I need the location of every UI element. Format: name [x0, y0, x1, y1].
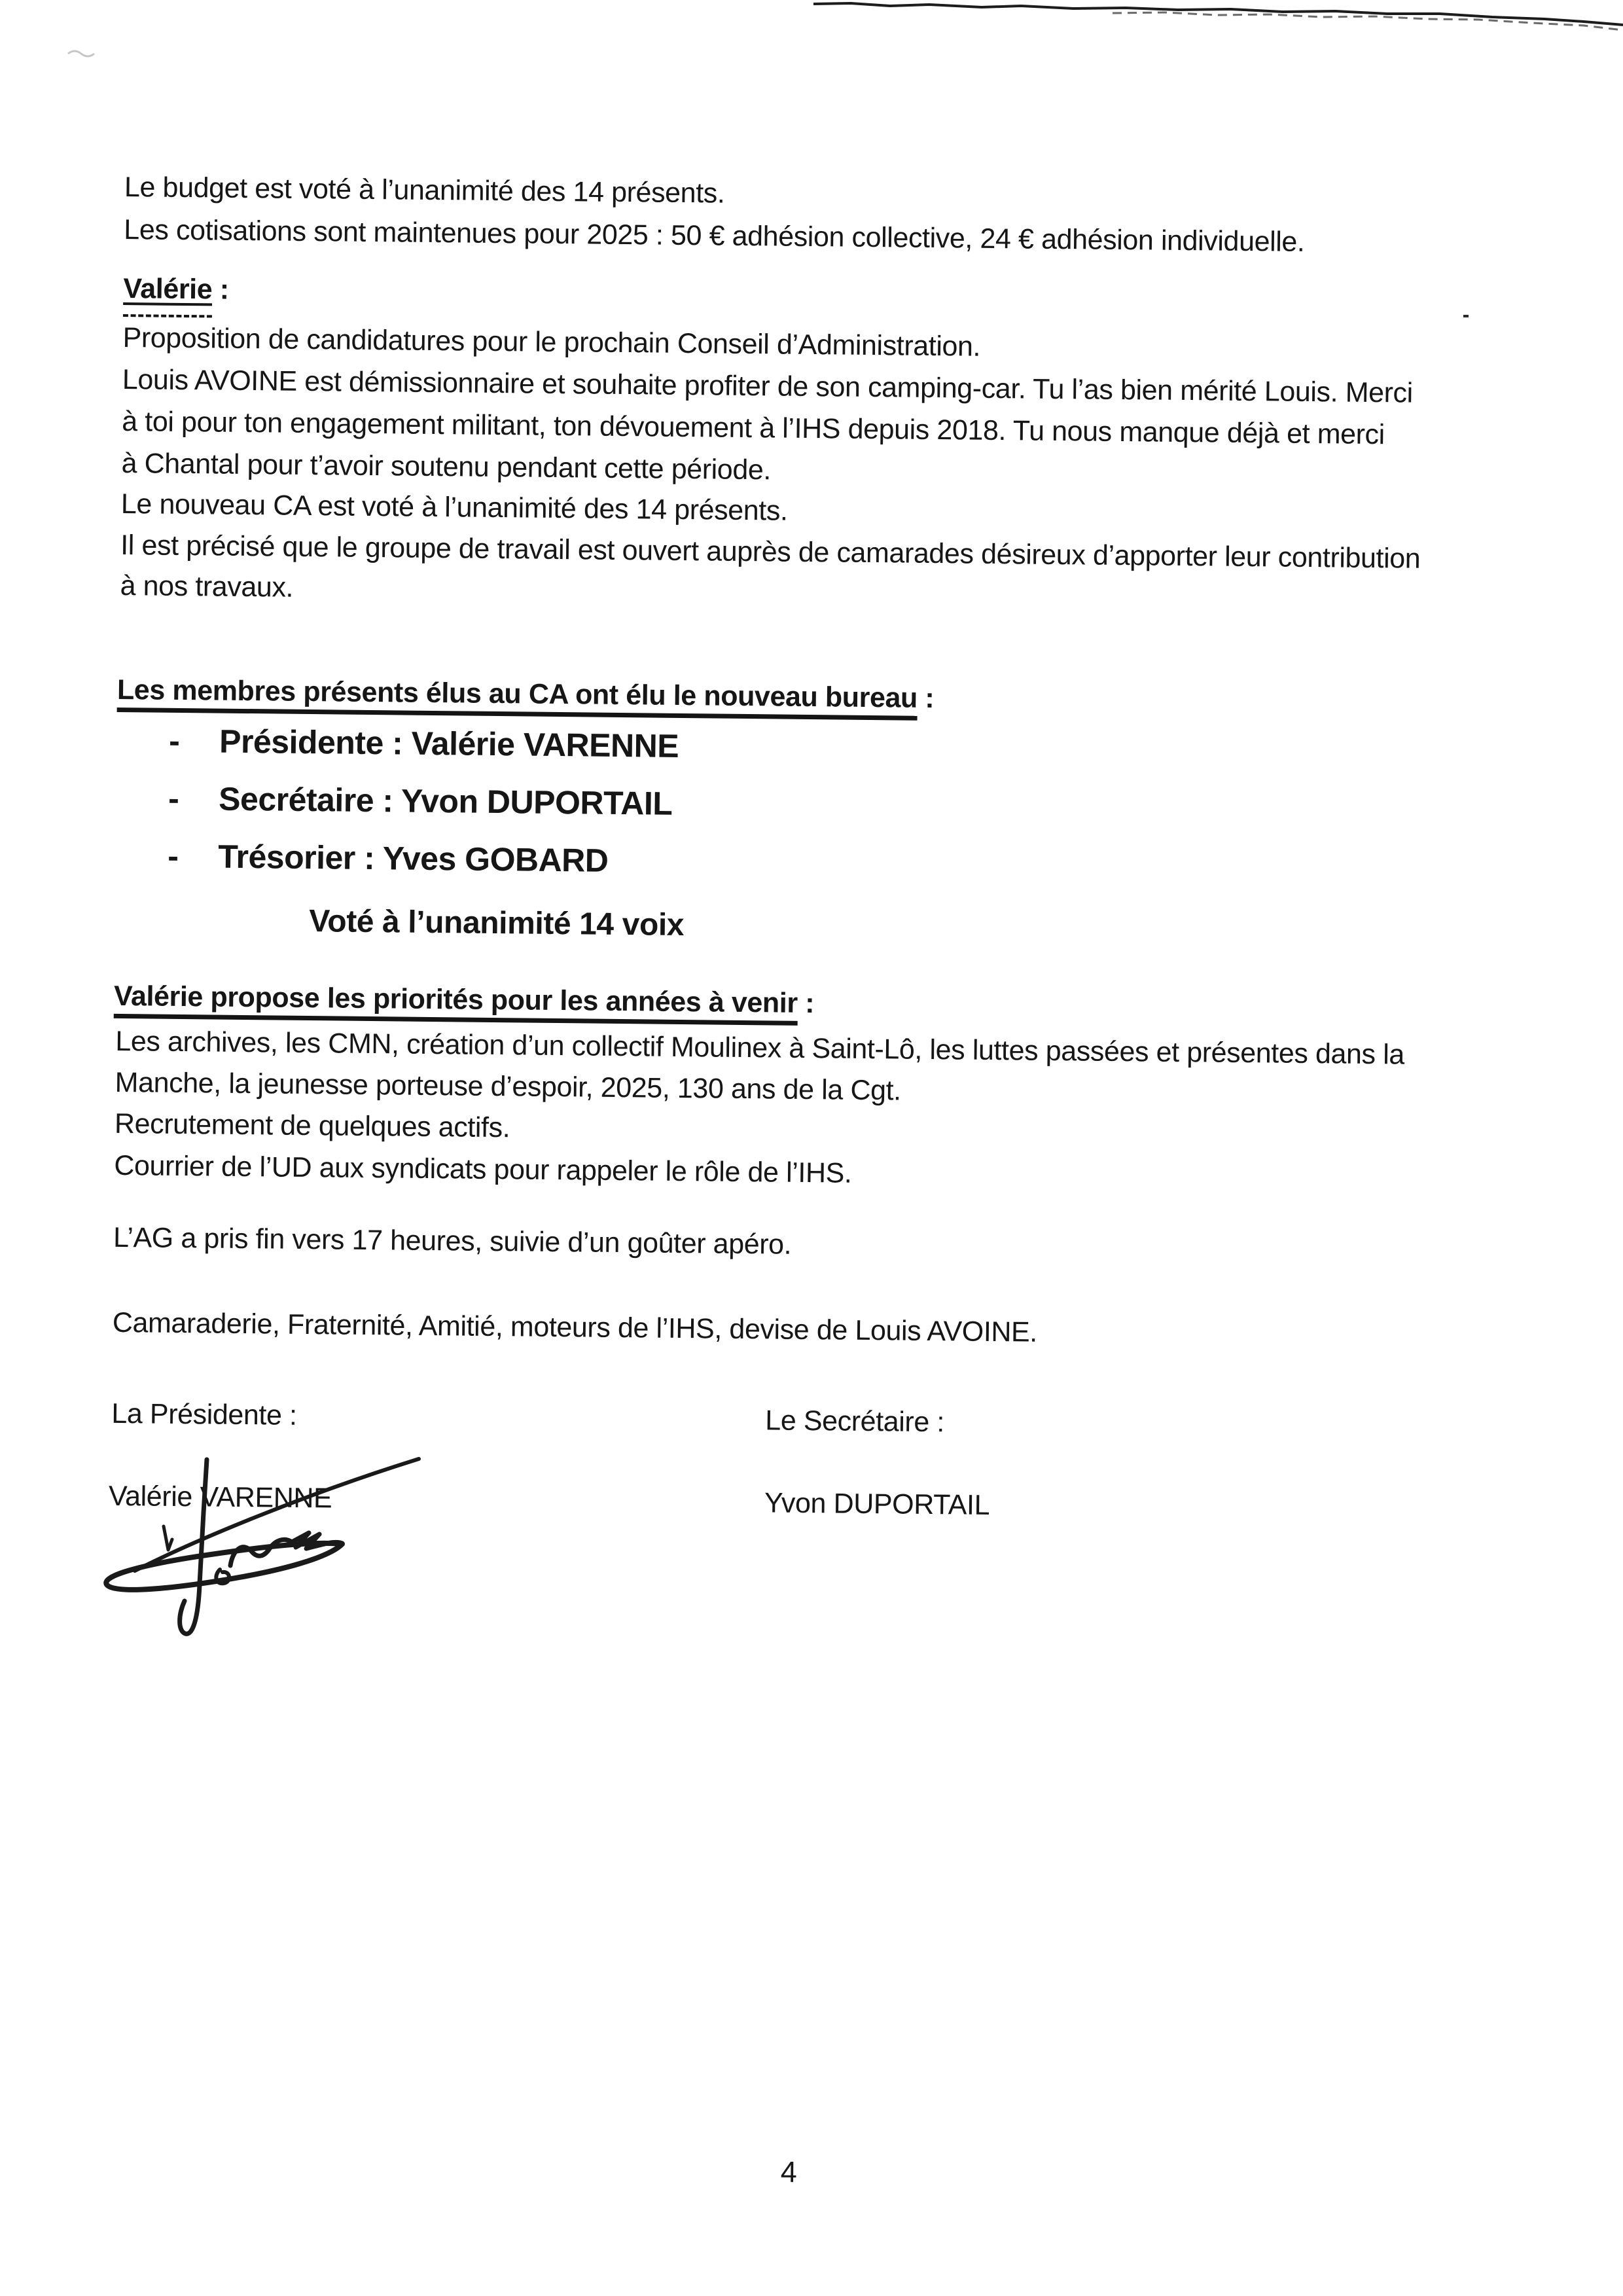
paragraph-line: à nos travaux. — [120, 569, 294, 603]
paragraph-line: à toi pour ton engagement militant, ton dévouement à l’IHS depuis 2018. Tu nous manque déjà et merci — [122, 405, 1385, 451]
paragraph-line: Il est précisé que le groupe de travail est ouvert auprès de camarades désireux d’apporter leur contribution — [120, 529, 1421, 575]
president-name: Valérie VARENNE — [108, 1480, 332, 1515]
priorities-line: Manche, la jeunesse porteuse d’espoir, 2025, 130 ans de la Cgt. — [115, 1066, 901, 1107]
priorities-heading-colon: : — [797, 987, 815, 1020]
page-number: 4 — [780, 2155, 798, 2189]
bullet-dash: - — [168, 837, 179, 874]
section-heading-valerie-colon: : — [212, 274, 229, 306]
bureau-heading-underlined: Les membres présents élus au CA ont élu le nouveau bureau — [117, 674, 918, 721]
closing-devise-line: Camaraderie, Fraternité, Amitié, moteurs de l’IHS, devise de Louis AVOINE. — [112, 1306, 1038, 1348]
intro-line: Le budget est voté à l’unanimité des 14 présents. — [124, 171, 725, 209]
bullet-dash: - — [168, 780, 179, 817]
vote-line: Voté à l’unanimité 14 voix — [308, 904, 685, 943]
priorities-heading-underlined: Valérie propose les priorités pour les années à venir — [114, 980, 798, 1026]
intro-line: Les cotisations sont maintenues pour 2025 : 50 € adhésion collective, 24 € adhésion individuelle. — [124, 214, 1305, 258]
paragraph-line: à Chantal pour t’avoir soutenu pendant cette période. — [121, 447, 772, 486]
priorities-line: Courrier de l’UD aux syndicats pour rappeler le rôle de l’IHS. — [114, 1149, 852, 1189]
secretary-name: Yvon DUPORTAIL — [764, 1487, 990, 1521]
priorities-line: Recrutement de quelques actifs. — [114, 1107, 510, 1144]
bureau-heading-colon: : — [917, 682, 935, 715]
section-heading-valerie-word: Valérie — [123, 273, 213, 318]
bullet-dash: - — [168, 722, 180, 759]
list-item-president: Présidente : Valérie VARENNE — [219, 723, 679, 764]
paragraph-line: Le nouveau CA est voté à l’unanimité des 14 présents. — [120, 488, 788, 527]
bureau-heading — [117, 674, 935, 721]
section-heading-valerie — [123, 273, 229, 318]
closing-ag-line: L’AG a pris fin vers 17 heures, suivie d’un goûter apéro. — [113, 1221, 792, 1261]
paragraph-line: Louis AVOINE est démissionnaire et souhaite profiter de son camping-car. Tu l’as bien mérité Louis. Merci — [122, 364, 1414, 409]
priorities-line: Les archives, les CMN, création d’un collectif Moulinex à Saint-Lô, les luttes passées et présentes dans la — [115, 1025, 1405, 1071]
list-item-treasurer: Trésorier : Yves GOBARD — [218, 838, 609, 879]
paragraph-line: Proposition de candidatures pour le prochain Conseil d’Administration. — [122, 322, 981, 363]
secretary-label: Le Secrétaire : — [765, 1405, 945, 1439]
priorities-heading — [114, 980, 815, 1026]
president-label: La Présidente : — [111, 1397, 297, 1431]
list-item-secretary: Secrétaire : Yvon DUPORTAIL — [218, 780, 673, 822]
